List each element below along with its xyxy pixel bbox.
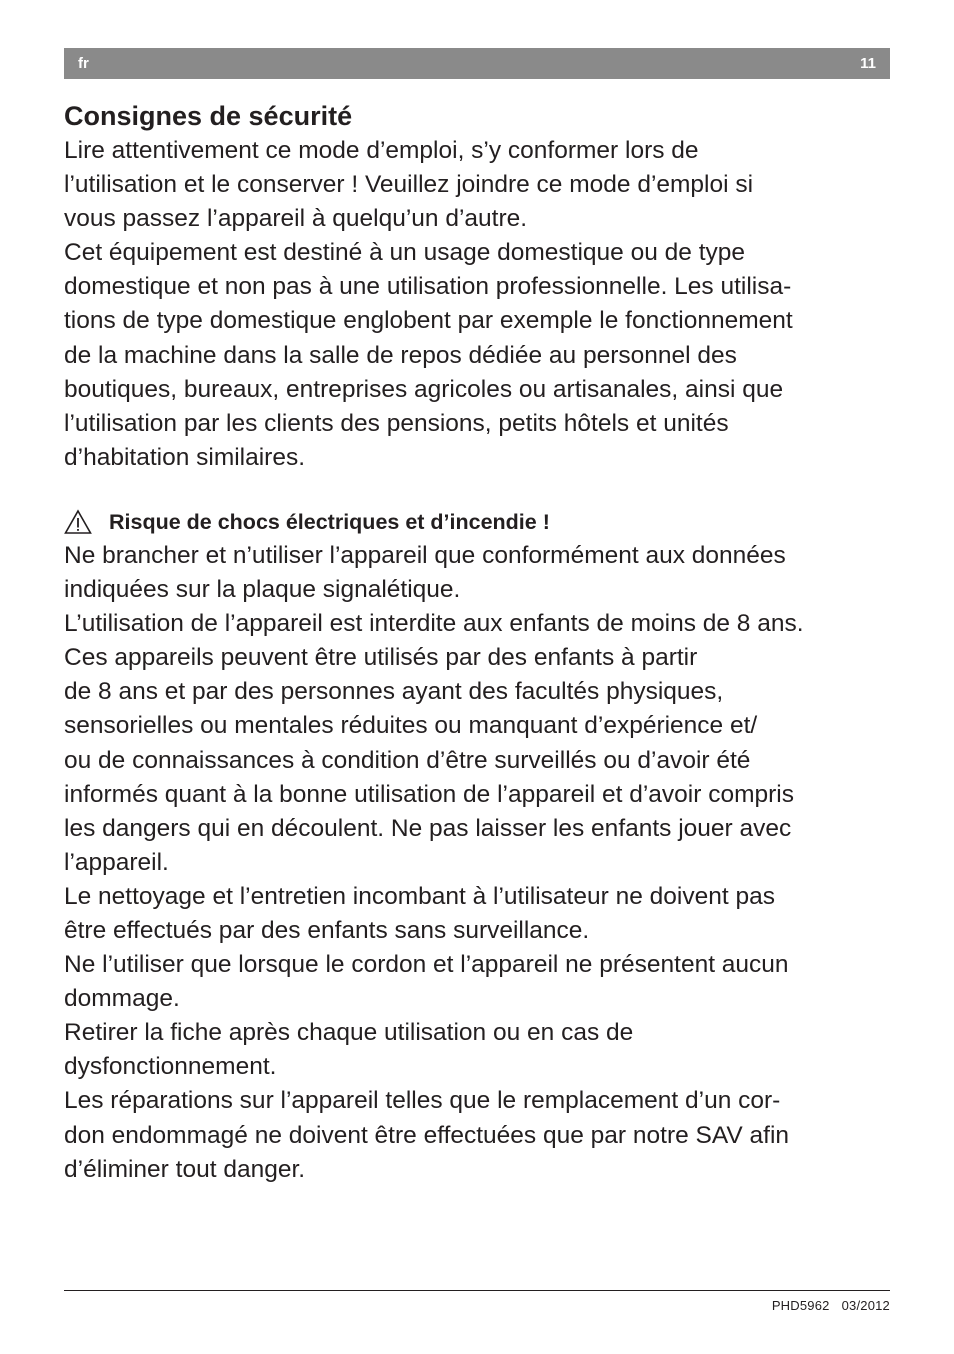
intro-paragraph: Lire attentivement ce mode d’emploi, s’y conformer lors de l’utilisation et le conserver ! Veuillez joindre ce mode d’emploi si vous passez l’appareil à quelqu’un d’autre. xyxy=(64,137,754,233)
document-body xyxy=(64,98,894,1187)
footer-model: PHD5962 xyxy=(771,1298,830,1313)
footer-meta xyxy=(772,1298,890,1313)
warning-heading xyxy=(64,505,894,539)
section-spacer xyxy=(64,475,894,505)
language-code: fr xyxy=(78,55,89,72)
warning-paragraph: Ces appareils peuvent être utilisés par des enfants à partir de 8 ans et par des personnes ayant des facultés physiques, sensorielles ou mentales réduites ou manquant d’expérience et/ ou de connaissances à condition d’être surveillés ou d’avoir été informés quant à la bonne utilisation de l’appareil et d’avoir compris les dangers qui en découlent. Ne pas laisser les enfants jouer avec l’appareil. xyxy=(64,644,794,876)
warning-paragraph: Le nettoyage et l’entretien incombant à l’utilisateur ne doivent pas être effectués par des enfants sans surveillance. xyxy=(64,882,775,944)
warning-paragraph: Ne l’utiliser que lorsque le cordon et l’appareil ne présentent aucun dommage. xyxy=(64,951,789,1013)
footer-rule xyxy=(64,1290,890,1291)
page-number: 11 xyxy=(860,55,876,72)
warning-paragraph: L’utilisation de l’appareil est interdite aux enfants de moins de 8 ans. xyxy=(64,610,804,638)
warning-paragraph: Ne brancher et n’utiliser l’appareil que conformément aux données indiquées sur la plaque signalétique. xyxy=(64,541,786,604)
page-header-bar xyxy=(64,48,890,79)
footer-date: 03/2012 xyxy=(841,1298,890,1313)
warning-paragraph: Retirer la fiche après chaque utilisation ou en cas de dysfonctionnement. xyxy=(64,1019,634,1081)
section-title: Consignes de sécurité xyxy=(64,101,353,131)
intro-paragraph: Cet équipement est destiné à un usage domestique ou de type domestique et non pas à une utilisation professionnelle. Les utilisa- tions de type domestique englobent par exemple le fonctionnement de la machine dans la salle de repos dédiée au personnel des boutiques, bureaux, entreprises agricoles ou artisanales, ainsi que l’utilisation par les clients des pensions, petits hôtels et unités d’habitation similaires. xyxy=(64,239,793,471)
warning-paragraph: Les réparations sur l’appareil telles que le remplacement d’un cor- don endommagé ne doivent être effectuées que par notre SAV afin d’éliminer tout danger. xyxy=(64,1087,790,1183)
warning-triangle-icon xyxy=(64,509,92,535)
warning-heading-text: Risque de chocs électriques et d’incendie ! xyxy=(109,509,550,534)
